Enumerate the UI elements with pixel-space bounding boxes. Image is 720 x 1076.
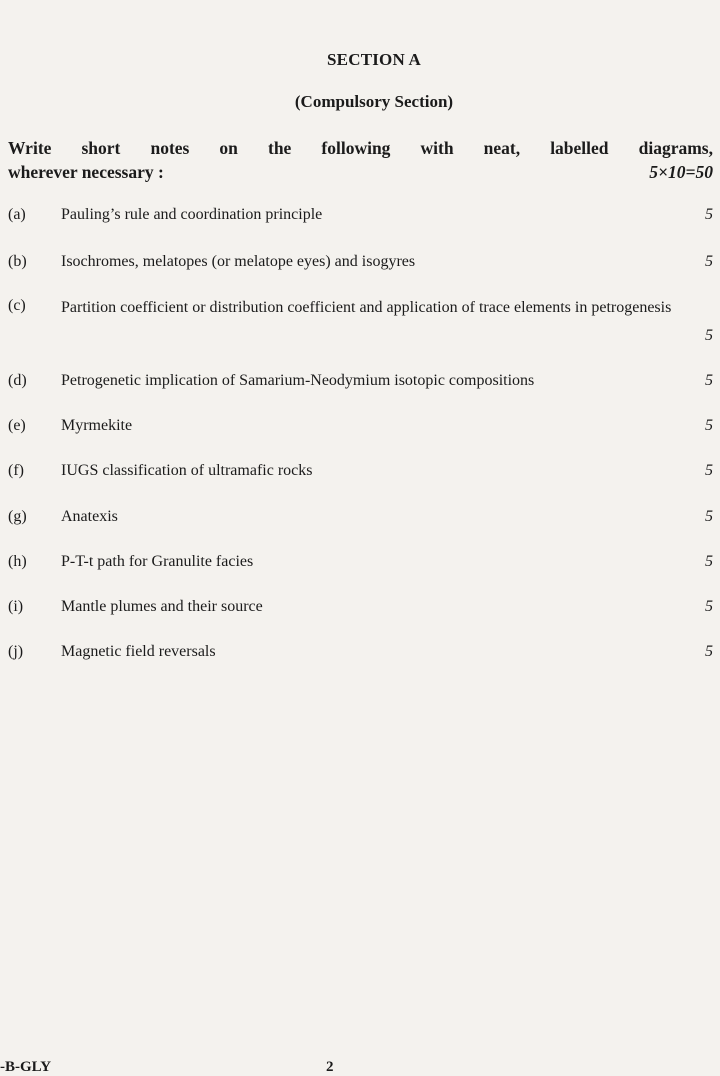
- question-label: (g): [8, 508, 27, 525]
- question-text: IUGS classification of ultramafic rocks: [61, 462, 313, 479]
- question-marks: 5: [705, 327, 713, 344]
- instruction: [8, 136, 713, 184]
- question-marks: 5: [705, 598, 713, 615]
- question-label: (f): [8, 462, 24, 479]
- question-marks: 5: [705, 553, 713, 570]
- page-number: 2: [326, 1059, 334, 1075]
- question-text: Partition coefficient or distribution coefficient and application of trace elements in petrogenesis: [61, 299, 672, 316]
- question-marks: 5: [705, 643, 713, 660]
- question-label: (h): [8, 553, 27, 570]
- question-text: Mantle plumes and their source: [61, 598, 263, 615]
- question-label: (d): [8, 372, 27, 389]
- section-title: SECTION A: [327, 50, 421, 69]
- question-label: (j): [8, 643, 24, 660]
- question-label: (i): [8, 598, 24, 615]
- question-text: Petrogenetic implication of Samarium-Neodymium isotopic compositions: [61, 372, 535, 389]
- question-marks: 5: [705, 372, 713, 389]
- question-marks: 5: [705, 508, 713, 525]
- question-marks: 5: [705, 253, 713, 270]
- question-text: Magnetic field reversals: [61, 643, 216, 660]
- question-text: Pauling’s rule and coordination principle: [61, 206, 323, 223]
- section-subtitle: (Compulsory Section): [294, 92, 454, 111]
- instruction-total-marks: 5×10=50: [649, 162, 713, 182]
- instruction-line-2-row: [8, 160, 713, 184]
- question-marks: 5: [705, 417, 713, 434]
- question-text: P-T-t path for Granulite facies: [61, 553, 254, 570]
- question-text: Anatexis: [61, 508, 118, 525]
- question-label: (a): [8, 206, 26, 223]
- paper-code: -B-GLY: [0, 1059, 52, 1075]
- question-marks: 5: [705, 462, 713, 479]
- question-label: (c): [8, 297, 26, 314]
- question-text: Myrmekite: [61, 417, 133, 434]
- instruction-line-1: Write short notes on the following with neat, labelled diagrams,: [8, 138, 713, 158]
- instruction-line-2: wherever necessary :: [8, 162, 164, 182]
- question-label: (e): [8, 417, 26, 434]
- question-marks: 5: [705, 206, 713, 223]
- question-text: Isochromes, melatopes (or melatope eyes) and isogyres: [61, 253, 416, 270]
- question-label: (b): [8, 253, 27, 270]
